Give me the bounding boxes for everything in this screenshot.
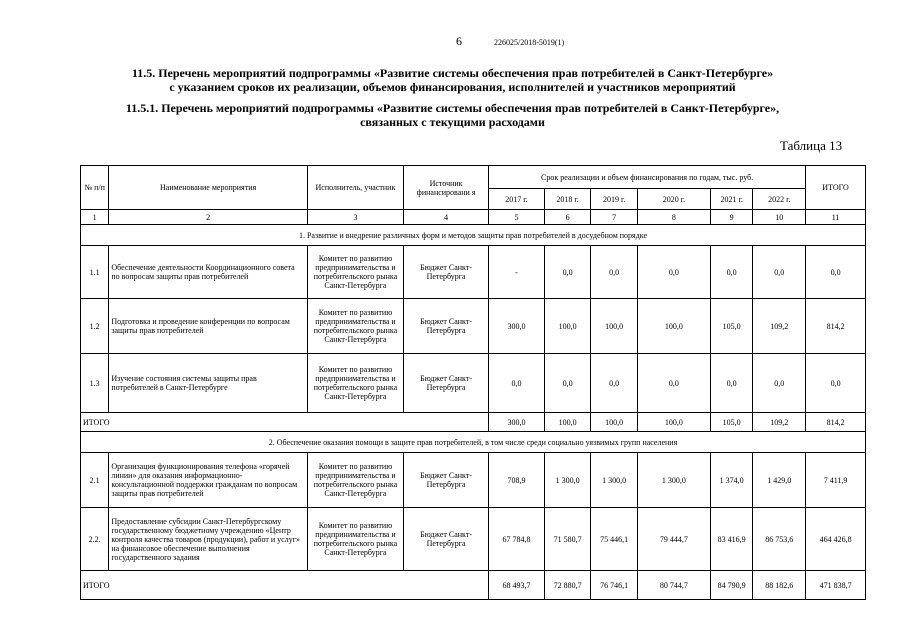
row-number: 1.2 [81,299,109,354]
header-year: 2019 г. [591,189,638,210]
row-executor: Комитет по развитию предпринимательства и потребительского рынка Санкт-Петербурга [307,453,403,508]
total-label: ИТОГО [81,413,489,432]
row-value: 0,0 [710,246,753,299]
heading-line-1: 11.5. Перечень мероприятий подпрограммы «Развитие системы обеспечения прав потребителей в Санкт-Петербурге» [131,66,774,80]
heading-line-2: с указанием сроков их реализации, объемов финансирования, исполнителей и участников мероприятий [169,80,736,94]
header-year: 2020 г. [637,189,710,210]
table-row [81,246,866,299]
row-source: Бюджет Санкт-Петербурга [404,453,489,508]
header-year: 2022 г. [753,189,806,210]
row-value: 300,0 [489,299,545,354]
row-value: 67 784,8 [489,508,545,571]
row-total: 7 411,9 [806,453,866,508]
row-value: 0,0 [753,246,806,299]
row-value: 1 300,0 [544,453,591,508]
table-row [81,354,866,413]
total-sum: 814,2 [806,413,866,432]
row-number: 1.3 [81,354,109,413]
row-number: 2.1 [81,453,109,508]
row-total: 0,0 [806,246,866,299]
row-value: 75 446,1 [591,508,638,571]
total-row [81,413,866,432]
total-value: 100,0 [591,413,638,432]
header-year: 2021 г. [710,189,753,210]
total-value: 109,2 [753,413,806,432]
row-value: 100,0 [591,299,638,354]
row-value: 109,2 [753,299,806,354]
row-value: 79 444,7 [637,508,710,571]
column-number: 5 [489,210,545,225]
column-number: 7 [591,210,638,225]
total-value: 80 744,7 [637,571,710,600]
row-value: 708,9 [489,453,545,508]
document-id: 226025/2018-5019(1) [494,38,565,47]
row-name: Изучение состояния системы защиты прав потребителей в Санкт-Петербурге [109,354,308,413]
row-total: 464 426,8 [806,508,866,571]
header-number: № п/п [81,166,109,210]
total-value: 88 182,6 [753,571,806,600]
total-value: 100,0 [544,413,591,432]
row-total: 0,0 [806,354,866,413]
row-value: 0,0 [753,354,806,413]
column-number: 4 [404,210,489,225]
row-name: Подготовка и проведение конференции по вопросам защиты прав потребителей [109,299,308,354]
subheading-line-2: связанных с текущими расходами [360,115,545,129]
row-number: 2.2. [81,508,109,571]
row-executor: Комитет по развитию предпринимательства и потребительского рынка Санкт-Петербурга [307,246,403,299]
row-value: - [489,246,545,299]
row-name: Предоставление субсидии Санкт-Петербургскому государственному бюджетному учреждению «Центр контроля качества товаров (продукции), работ и услуг» на финансовое обеспечение выполнения государственного задания [109,508,308,571]
row-value: 0,0 [637,246,710,299]
row-value: 1 429,0 [753,453,806,508]
measures-table [80,165,866,600]
section-title: 2. Обеспечение оказания помощи в защите прав потребителей, в том числе среди социально уязвимых групп населения [81,432,866,453]
row-executor: Комитет по развитию предпринимательства и потребительского рынка Санкт-Петербурга [307,299,403,354]
row-value: 1 300,0 [637,453,710,508]
total-label: ИТОГО [81,571,489,600]
header-total: ИТОГО [806,166,866,210]
row-value: 0,0 [544,246,591,299]
column-number: 6 [544,210,591,225]
row-name: Обеспечение деятельности Координационного совета по вопросам защиты прав потребителей [109,246,308,299]
column-number: 1 [81,210,109,225]
row-value: 105,0 [710,299,753,354]
total-row [81,571,866,600]
total-sum: 471 838,7 [806,571,866,600]
table-label: Таблица 13 [780,138,843,153]
subheading-line-1: 11.5.1. Перечень мероприятий подпрограммы «Развитие системы обеспечения прав потребителей в Санкт-Петербурге», [125,101,780,115]
row-value: 83 416,9 [710,508,753,571]
total-value: 84 790,9 [710,571,753,600]
table-row [81,299,866,354]
row-source: Бюджет Санкт-Петербурга [404,246,489,299]
total-value: 105,0 [710,413,753,432]
row-value: 100,0 [637,299,710,354]
row-value: 0,0 [637,354,710,413]
row-source: Бюджет Санкт-Петербурга [404,508,489,571]
row-value: 1 300,0 [591,453,638,508]
row-number: 1.1 [81,246,109,299]
header-executor: Исполнитель, участник [307,166,403,210]
row-value: 0,0 [591,246,638,299]
total-value: 68 493,7 [489,571,545,600]
row-value: 86 753,6 [753,508,806,571]
column-number: 11 [806,210,866,225]
row-value: 1 374,0 [710,453,753,508]
page-number: 6 [456,34,462,48]
header-source: Источник финансировани я [404,166,489,210]
row-executor: Комитет по развитию предпринимательства и потребительского рынка Санкт-Петербурга [307,508,403,571]
total-value: 72 880,7 [544,571,591,600]
column-number: 9 [710,210,753,225]
row-source: Бюджет Санкт-Петербурга [404,299,489,354]
total-value: 300,0 [489,413,545,432]
column-number: 8 [637,210,710,225]
table-row [81,453,866,508]
total-value: 76 746,1 [591,571,638,600]
header-period: Срок реализации и объем финансирования по годам, тыс. руб. [489,166,806,189]
row-value: 0,0 [544,354,591,413]
row-value: 0,0 [591,354,638,413]
row-name: Организация функционирования телефона «горячей линии» для оказания информационно-консультационной поддержки гражданам по вопросам защиты прав потребителей [109,453,308,508]
column-number: 10 [753,210,806,225]
total-value: 100,0 [637,413,710,432]
row-value: 71 580,7 [544,508,591,571]
row-source: Бюджет Санкт-Петербурга [404,354,489,413]
column-number: 3 [307,210,403,225]
row-value: 0,0 [489,354,545,413]
row-value: 0,0 [710,354,753,413]
section-title: 1. Развитие и внедрение различных форм и методов защиты прав потребителей в досудебном порядке [81,225,866,246]
header-year: 2018 г. [544,189,591,210]
column-number: 2 [109,210,308,225]
table-row [81,508,866,571]
header-name: Наименование мероприятия [109,166,308,210]
header-year: 2017 г. [489,189,545,210]
row-total: 814,2 [806,299,866,354]
row-executor: Комитет по развитию предпринимательства и потребительского рынка Санкт-Петербурга [307,354,403,413]
row-value: 100,0 [544,299,591,354]
